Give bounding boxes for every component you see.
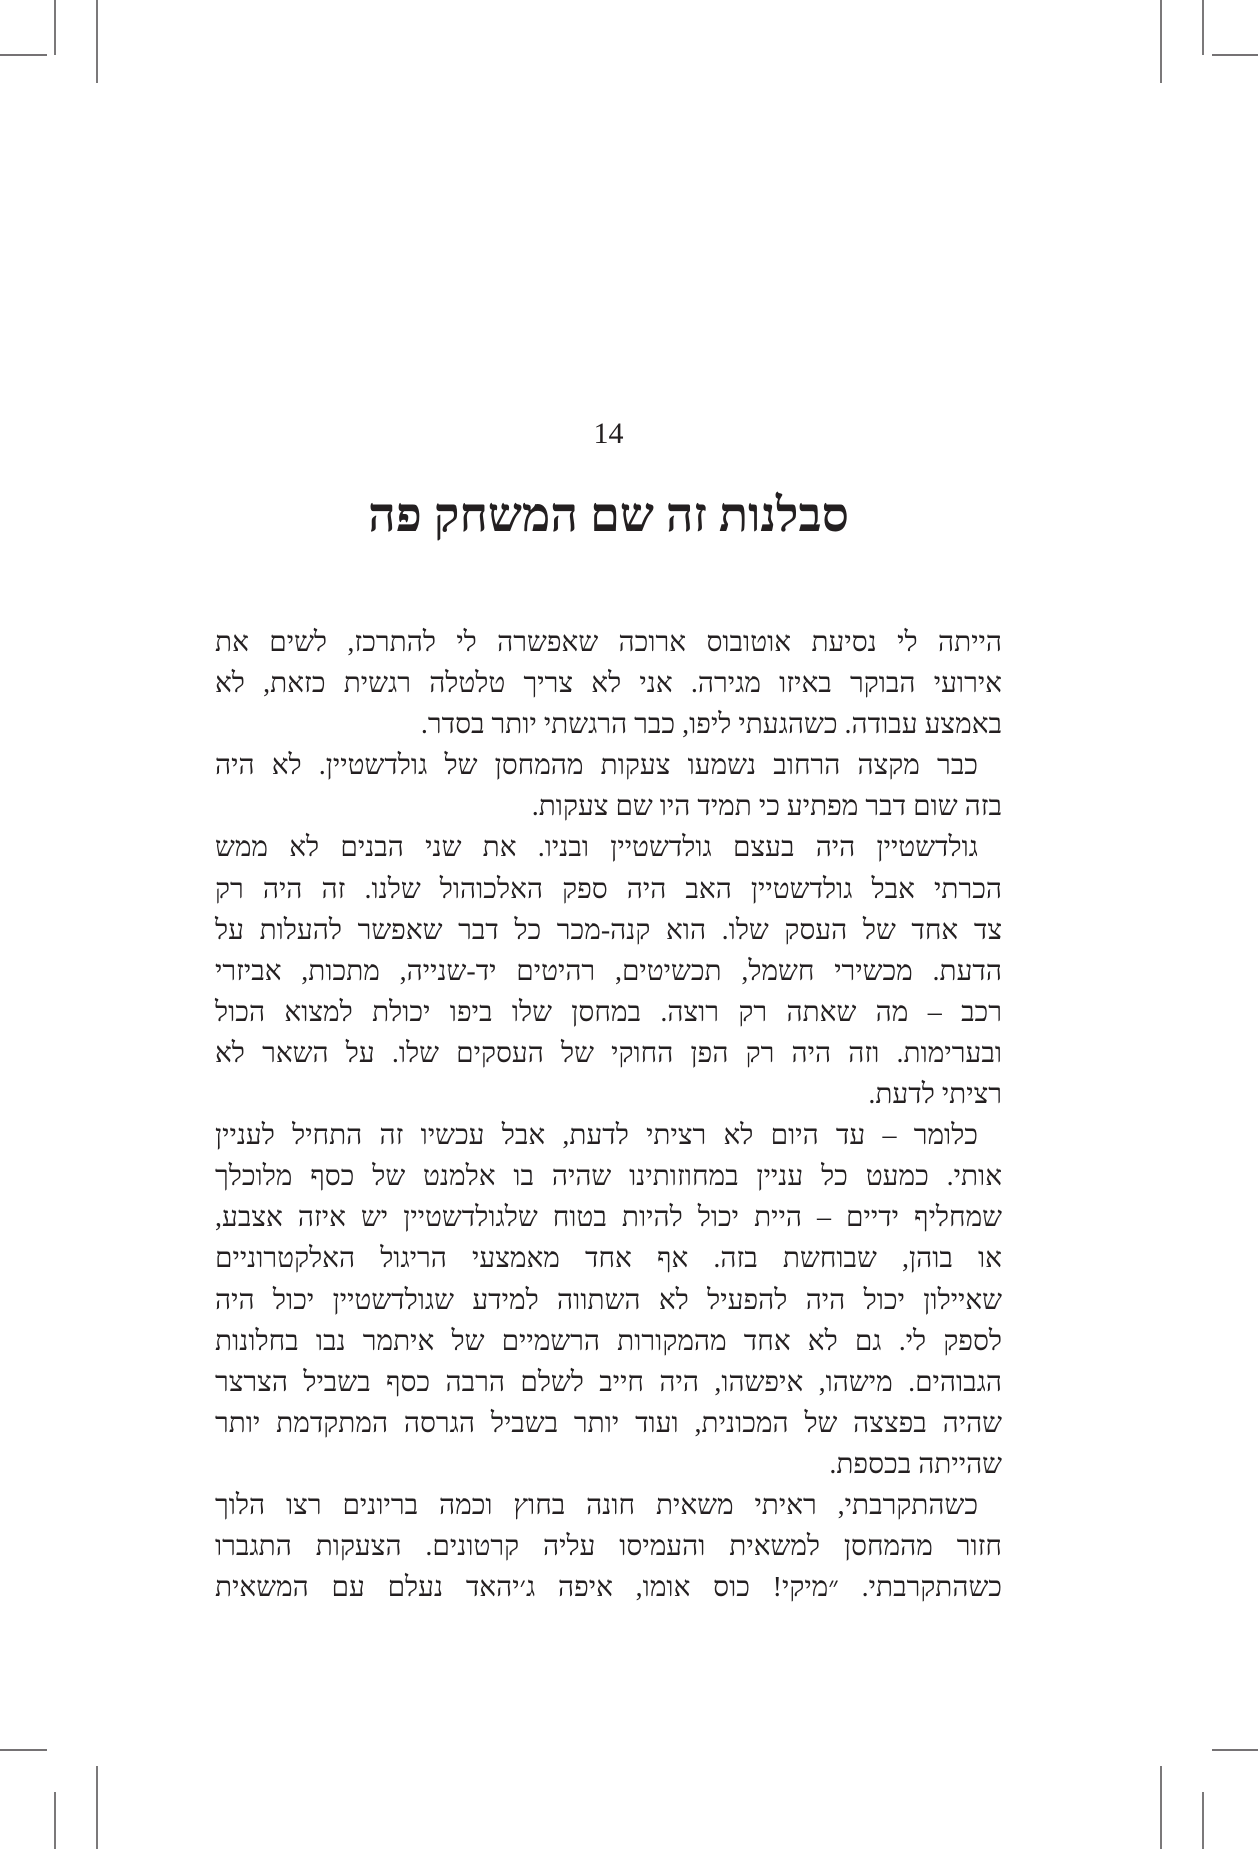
chapter-number: 14 — [593, 417, 624, 450]
text-line: רכב – מה שאתה רק רוצה. במחסן שלו ביפו יכולת למצוא הכול — [215, 996, 1002, 1028]
paragraph — [215, 1115, 1002, 1485]
text-line: שהייתה בכספת. — [829, 1448, 1002, 1480]
text-line: ובערימות. וזה היה רק הפן החוקי של העסקים שלו. על השאר לא — [215, 1037, 1002, 1069]
text-line: באמצע עבודה. כשהגעתי ליפו, כבר הרגשתי יותר בסדר. — [420, 709, 1002, 741]
text-line: כבר מקצה הרחוב נשמעו צעקות מהמחסן של גולדשטיין. לא היה — [215, 750, 978, 782]
text-line: הגבוהים. מישהו, איפשהו, היה חייב לשלם הרבה כסף בשביל הצרצר — [215, 1366, 1002, 1398]
text-line: שמחליף ידיים – היית יכול להיות בטוח שלגולדשטיין יש איזה אצבע, — [215, 1202, 1002, 1234]
text-line: שהיה בפצצה של המכונית, ועוד יותר בשביל הגרסה המתקדמת יותר — [215, 1407, 1002, 1439]
text-line: שאיילון יכול היה להפעיל לא השתווה למידע שגולדשטיין יכול היה — [215, 1284, 1002, 1316]
paragraph — [215, 622, 1002, 745]
text-line: כשהתקרבתי, ראיתי משאית חונה בחוץ וכמה בריונים רצו הלוך — [215, 1489, 978, 1521]
text-line: אותי. כמעט כל עניין במחוזותינו שהיה בו אלמנט של כסף מלוכלך — [215, 1161, 1002, 1193]
text-line: גולדשטיין היה בעצם גולדשטיין ובניו. את שני הבנים לא ממש — [215, 832, 978, 864]
text-line: הכרתי אבל גולדשטיין האב היה ספק האלכוהול שלנו. זה היה רק — [215, 873, 1002, 905]
text-line: הדעת. מכשירי חשמל, תכשיטים, רהיטים יד-שנייה, מתכות, אביזרי — [215, 955, 1002, 987]
text-line: כלומר – עד היום לא רציתי לדעת, אבל עכשיו זה התחיל לעניין — [215, 1120, 978, 1152]
paragraph — [215, 1485, 1002, 1608]
text-line: חזור מהמחסן למשאית והעמיסו עליה קרטונים. הצעקות התגברו — [215, 1531, 1002, 1563]
chapter-title: סבלנות זה שם המשחק פה — [368, 489, 849, 542]
text-line: או בוהן, שבוחשת בזה. אף אחד מאמצעי הריגול האלקטרוניים — [215, 1243, 1002, 1275]
text-line: הייתה לי נסיעת אוטובוס ארוכה שאפשרה לי להתרכז, לשים את — [215, 627, 1002, 658]
body-text — [215, 622, 1002, 1608]
text-line: כשהתקרבתי. ״מיקי! כוס אומו, איפה ג׳יהאד נעלם עם המשאית — [215, 1572, 1002, 1604]
text-line: בזה שום דבר מפתיע כי תמיד היו שם צעקות. — [531, 791, 1002, 823]
text-line: רציתי לדעת. — [868, 1079, 1002, 1111]
paragraph — [215, 827, 1002, 1115]
text-line: לספק לי. גם לא אחד מהמקורות הרשמיים של איתמר נבו בחלונות — [215, 1325, 1002, 1357]
text-line: צד אחד של העסק שלו. הוא קנה-מכר כל דבר שאפשר להעלות על — [215, 914, 1002, 946]
text-line: אירועי הבוקר באיזו מגירה. אני לא צריך טלטלה רגשית כזאת, לא — [215, 668, 1002, 700]
paragraph — [215, 745, 1002, 827]
